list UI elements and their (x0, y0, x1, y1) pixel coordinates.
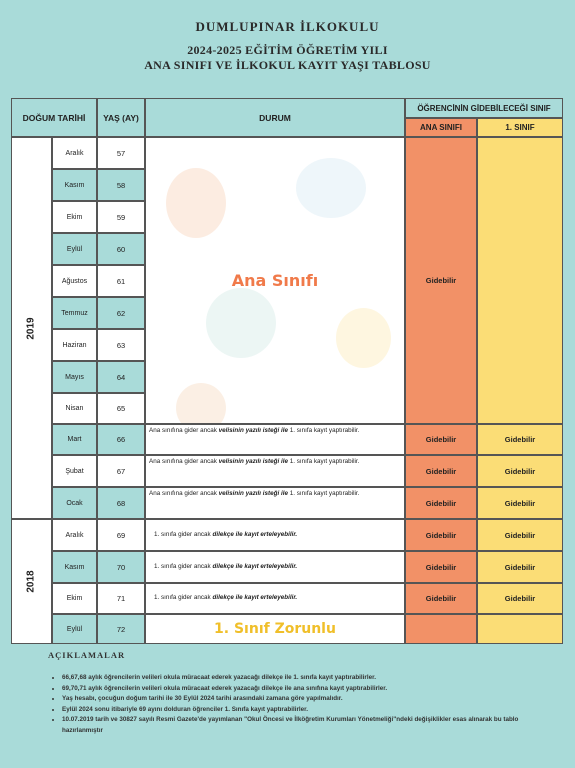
durum-emphasis: velisinin yazılı isteği ile (218, 490, 288, 497)
notes-section (48, 650, 548, 736)
age-months: 59 (97, 201, 145, 233)
ana-gidebilir-kasim-2018: Gidebilir (405, 551, 477, 583)
col-dogum-tarihi: DOĞUM TARİHİ (11, 98, 97, 137)
age-months: 67 (97, 455, 145, 487)
durum-text: 1. sınıfa gider ancak (154, 562, 213, 570)
year-2018-label: 2018 (26, 570, 37, 593)
birth-month: Şubat (52, 455, 97, 487)
col-yas: YAŞ (AY) (97, 98, 145, 137)
school-name: DUMLUPINAR İLKOKULU (195, 19, 380, 34)
durum-emphasis: velisinin yazılı isteği ile (218, 427, 288, 434)
ana-gidebilir-ekim-2018: Gidebilir (405, 583, 477, 614)
durum-emphasis: dilekçe ile kayıt erteleyebilir. (212, 530, 298, 538)
durum-mart (145, 424, 405, 455)
ana-gidebilir-ocak: Gidebilir (405, 487, 477, 519)
durum-kasim-2018 (145, 551, 405, 583)
age-months: 70 (97, 551, 145, 583)
mascot-decoration (166, 168, 226, 238)
birinci-gidebilir-aralik-2018: Gidebilir (477, 519, 563, 551)
ana-gidebilir-mart: Gidebilir (405, 424, 477, 455)
birth-month: Aralık (52, 137, 97, 169)
birinci-gidebilir-subat: Gidebilir (477, 455, 563, 487)
durum-ocak (145, 487, 405, 519)
durum-text: Ana sınıfına gider ancak (149, 458, 219, 465)
col-durum: DURUM (145, 98, 405, 137)
registration-age-table (11, 98, 563, 644)
year-2019-label: 2019 (26, 316, 37, 340)
birth-month: Kasım (52, 551, 97, 583)
durum-text: 1. sınıfa kayıt yaptırabilir. (287, 427, 360, 434)
age-months: 62 (97, 297, 145, 329)
birinci-sinif-zorunlu-label: 1. Sınıf Zorunlu (214, 621, 336, 637)
ana-gidebilir-subat: Gidebilir (405, 455, 477, 487)
birth-month: Haziran (52, 329, 97, 361)
birth-month: Ağustos (52, 265, 97, 297)
age-months: 58 (97, 169, 145, 201)
col-gidebilecegi: ÖĞRENCİNİN GİDEBİLECEĞİ SINIF (405, 98, 563, 118)
note-item: • Eylül 2024 sonu itibariyle 69 ayını dolduran öğrenciler 1. Sınıfa kayıt yaptırabilirler. (62, 705, 548, 716)
durum-text: Ana sınıfına gider ancak (149, 427, 219, 434)
durum-subat (145, 455, 405, 487)
ana-gidebilir-merged: Gidebilir (405, 137, 477, 424)
birth-month: Mart (52, 424, 97, 455)
birth-month: Aralık (52, 519, 97, 551)
age-months: 69 (97, 519, 145, 551)
birth-month: Ocak (52, 487, 97, 519)
mascot-decoration (206, 288, 276, 358)
birinci-gidebilir-mart: Gidebilir (477, 424, 563, 455)
age-months: 61 (97, 265, 145, 297)
ana-eylul-2018-empty (405, 614, 477, 644)
birinci-gidebilir-ekim-2018: Gidebilir (477, 583, 563, 614)
year-2018 (11, 519, 52, 644)
durum-aralik-2018 (145, 519, 405, 551)
year-2019 (11, 137, 52, 519)
age-months: 65 (97, 393, 145, 424)
ana-gidebilir-aralik-2018: Gidebilir (405, 519, 477, 551)
mascot-decoration (336, 308, 391, 368)
birth-month: Kasım (52, 169, 97, 201)
birth-month: Eylül (52, 233, 97, 265)
durum-text: 1. sınıfa gider ancak (154, 530, 213, 538)
col-birinci-sinif: 1. SINIF (477, 118, 563, 137)
durum-text: 1. sınıfa kayıt yaptırabilir. (287, 490, 360, 497)
durum-emphasis: dilekçe ile kayıt erteleyebilir. (212, 594, 298, 602)
durum-text: Ana sınıfına gider ancak (149, 490, 219, 497)
age-months: 66 (97, 424, 145, 455)
academic-year: 2024-2025 EĞİTİM ÖĞRETİM YILI (187, 43, 388, 57)
birth-month: Ekim (52, 583, 97, 614)
birth-month: Temmuz (52, 297, 97, 329)
birinci-eylul-2018-empty (477, 614, 563, 644)
durum-text: 1. sınıfa kayıt yaptırabilir. (287, 458, 360, 465)
table-title: ANA SINIFI VE İLKOKUL KAYIT YAŞI TABLOSU (144, 58, 431, 72)
notes-title: AÇIKLAMALAR (48, 650, 126, 660)
durum-ana-sinifi (145, 137, 405, 424)
birth-month: Ekim (52, 201, 97, 233)
age-months: 71 (97, 583, 145, 614)
birinci-gidebilir-kasim-2018: Gidebilir (477, 551, 563, 583)
birinci-gidebilir-ocak: Gidebilir (477, 487, 563, 519)
notes-list (48, 673, 548, 736)
age-months: 68 (97, 487, 145, 519)
age-months: 64 (97, 361, 145, 393)
note-item: • 69,70,71 aylık öğrencilerin velileri okula müracaat ederek yazacağı dilekçe ile ana sınıfına kayıt yaptırabilirler. (62, 684, 548, 695)
age-months: 57 (97, 137, 145, 169)
birth-month: Mayıs (52, 361, 97, 393)
age-months: 60 (97, 233, 145, 265)
col-ana-sinifi: ANA SINIFI (405, 118, 477, 137)
durum-text: 1. sınıfa gider ancak (154, 594, 213, 602)
birinci-empty-merged (477, 137, 563, 424)
durum-emphasis: velisinin yazılı isteği ile (218, 458, 288, 465)
durum-ekim-2018 (145, 583, 405, 614)
mascot-decoration (296, 158, 366, 218)
durum-emphasis: dilekçe ile kayıt erteleyebilir. (212, 562, 298, 570)
note-item: • Yaş hesabı, çocuğun doğum tarihi ile 30 Eylül 2024 tarihi arasındaki zamana göre yapılmalıdır. (62, 694, 548, 705)
birth-month: Nisan (52, 393, 97, 424)
durum-eylul-2018 (145, 614, 405, 644)
ana-sinifi-label: Ana Sınıfı (231, 271, 319, 290)
birth-month: Eylül (52, 614, 97, 644)
note-item: • 66,67,68 aylık öğrencilerin velileri okula müracaat ederek yazacağı dilekçe ile 1. sınıfa kayıt yaptırabilirler. (62, 673, 548, 684)
note-item: • 10.07.2019 tarih ve 30827 sayılı Resmi Gazete'de yayımlanan "Okul Öncesi ve İlköğretim Kurumları Yönetmeliği"ndeki değişiklikler esas alınarak bu tablo hazırlanmıştır (62, 715, 548, 736)
age-months: 63 (97, 329, 145, 361)
age-months: 72 (97, 614, 145, 644)
mascot-decoration (176, 383, 226, 424)
